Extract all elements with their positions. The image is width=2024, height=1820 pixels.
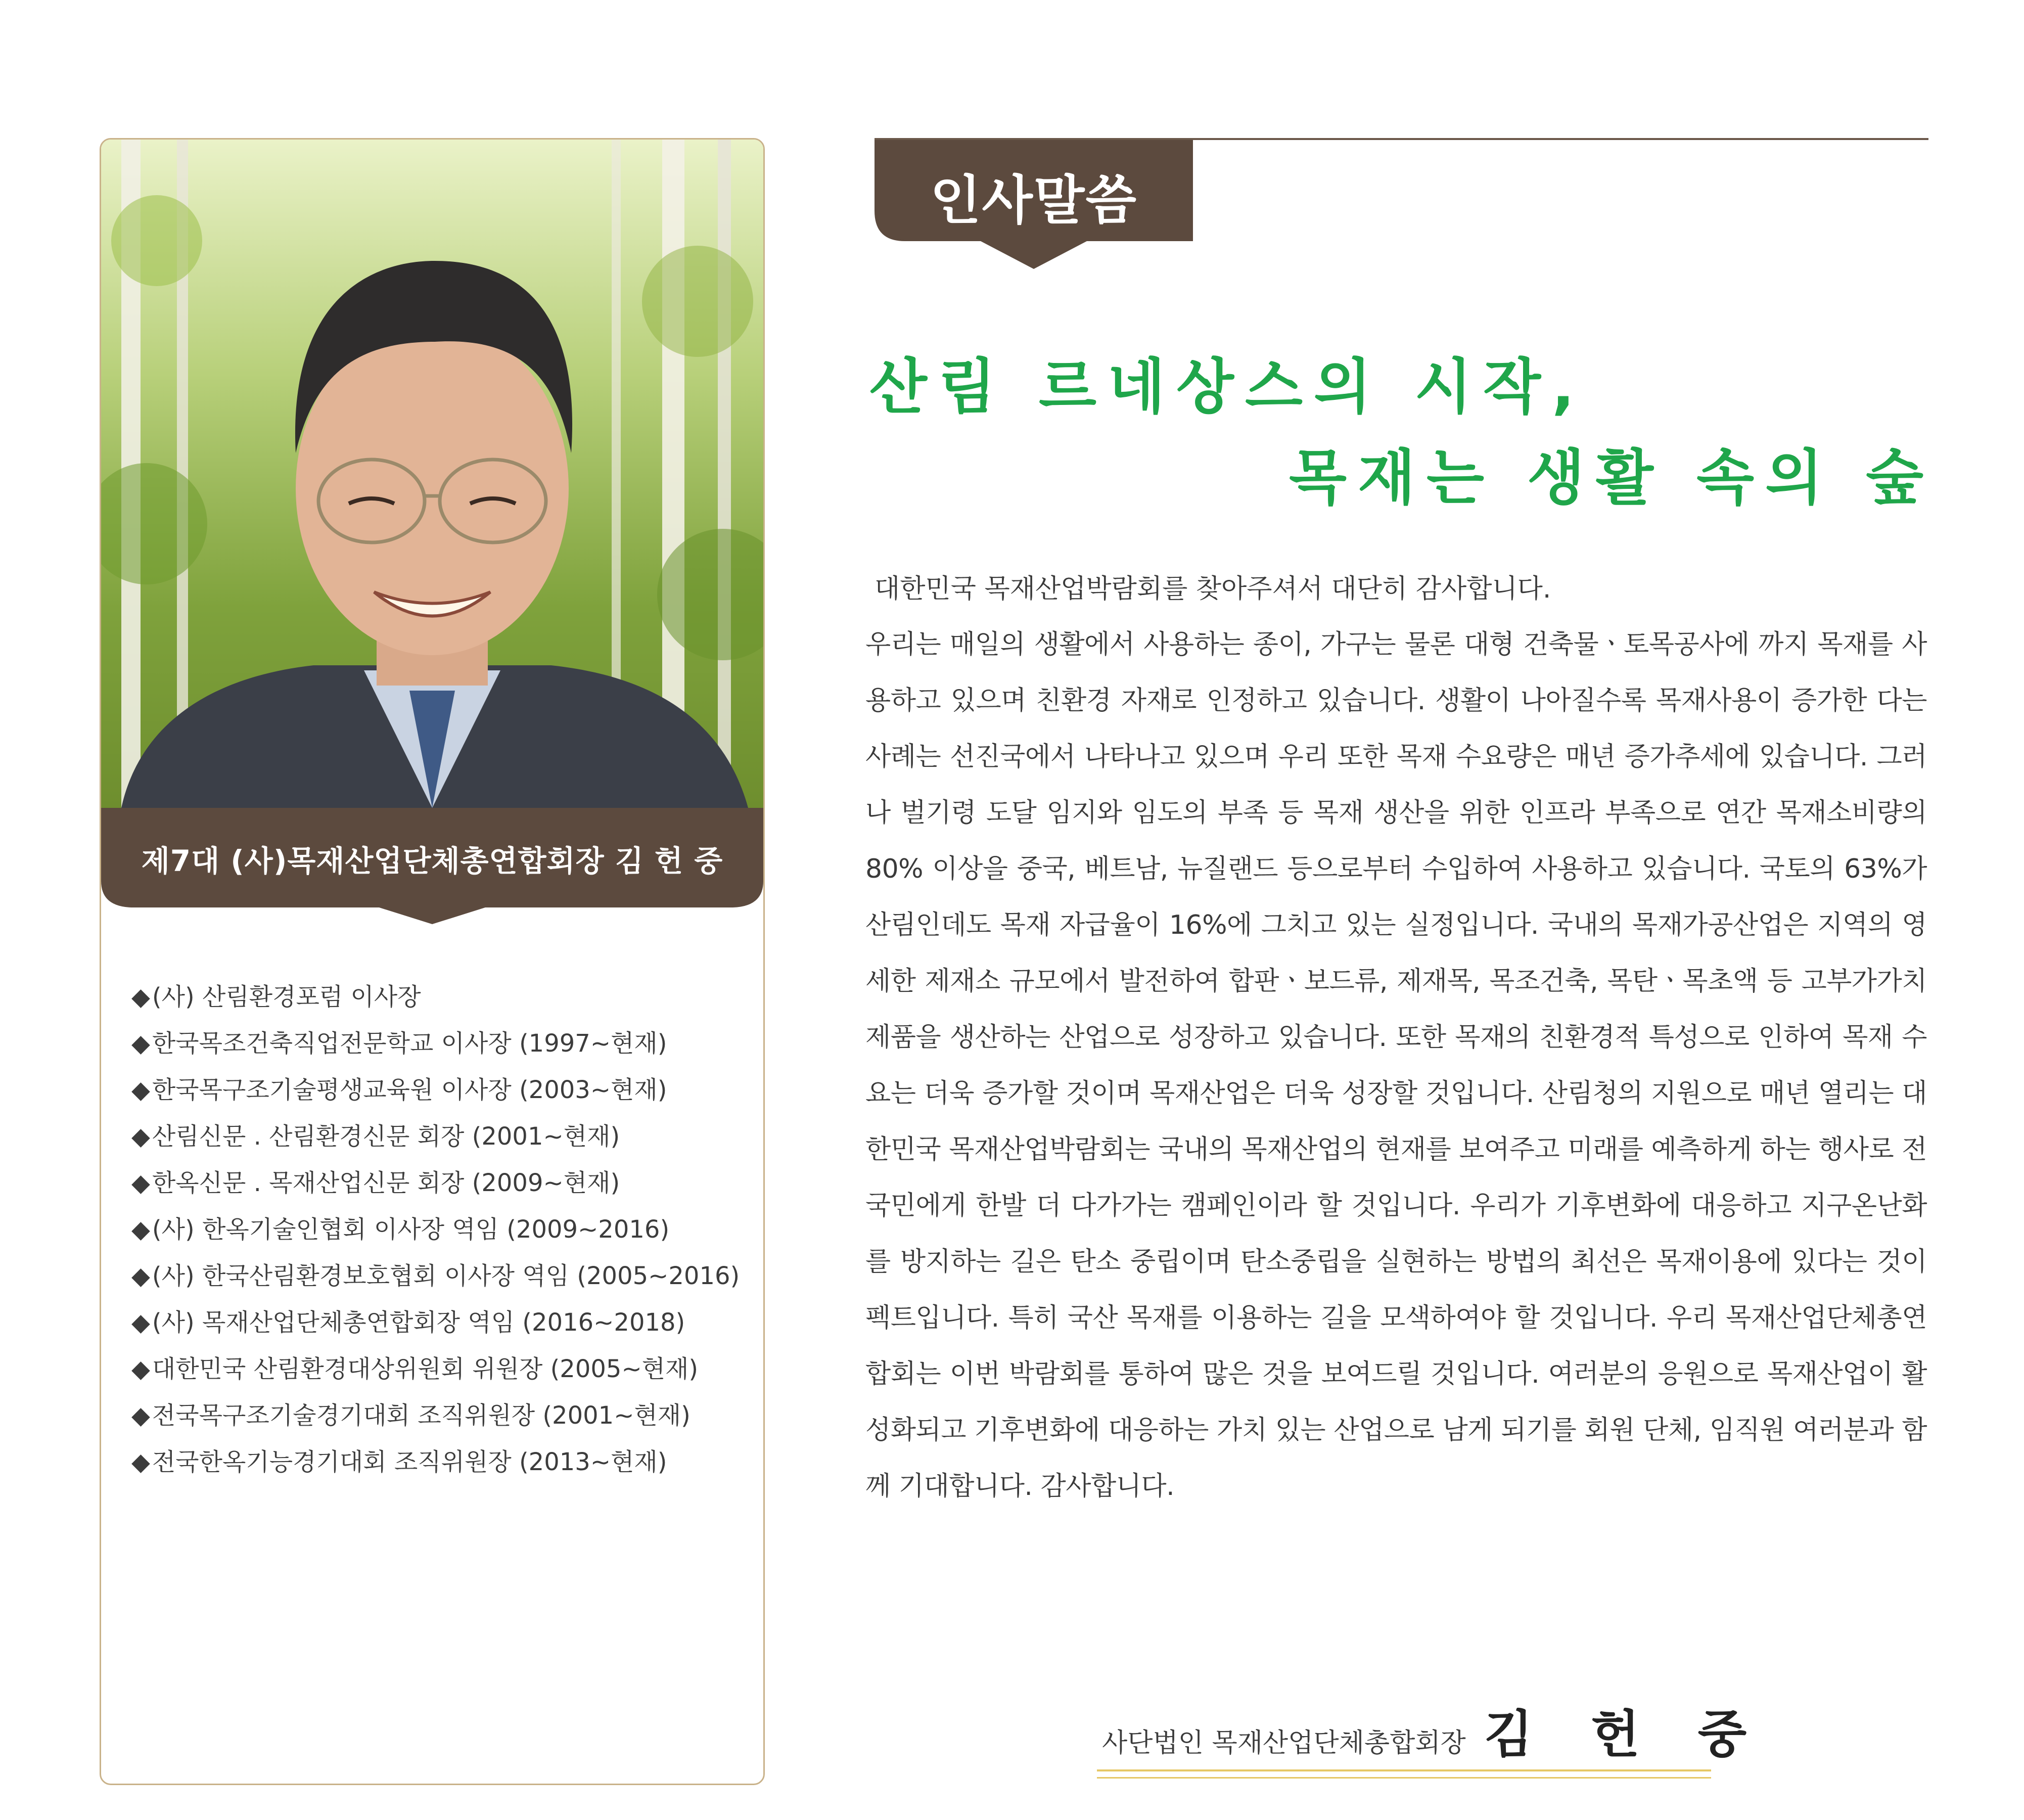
career-item: ◆(사) 목재산업단체총연합회장 역임 (2016~2018) [131, 1308, 685, 1337]
greeting-lead: 대한민국 목재산업박람회를 찾아주셔서 대단히 감사합니다. [875, 574, 1551, 604]
greeting-paragraph: 우리는 매일의 생활에서 사용하는 종이, 가구는 물론 대형 건축물ㆍ토목공사에 까지 목재를 사용하고 있으며 친환경 자재로 인정하고 있습니다. 생활이 나아질수록 목재사용이 증가한 다는 사례는 선진국에서 나타나고 있으며 우리 또한 목재 수요량은 매년 증가추세에 있습니다. 그러나 벌기령 도달 임지와 임도의 부족 등 목재 생산을 위한 인프라 부족으로 연간 목재소비량의 80% 이상을 중국, 베트남, 뉴질랜드 등으로부터 수입하여 사용하고 있습니다. 국토의 63%가 산림인데도 목재 자급율이 16%에 그치고 있는 실정입니다. 국내의 목재가공산업은 지역의 영세한 제재소 규모에서 발전하여 합판ㆍ보드류, 제재목, 목조건축, 목탄ㆍ목초액 등 고부가가치 제품을 생산하는 산업으로 성장하고 있습니다. 또한 목재의 친환경적 특성으로 인하여 목재 수요는 더욱 증가할 것이며 목재산업은 더욱 성장할 것입니다. 산림청의 지원으로 매년 열리는 대한민국 목재산업박람회는 국내의 목재산업의 현재를 보여주고 미래를 예측하게 하는 행사로 전 국민에게 한발 더 다가가는 캠페인이라 할 것입니다. 우리가 기후변화에 대응하고 지구온난화를 방지하는 길은 탄소 중립이며 탄소중립을 실현하는 방법의 최선은 목재이용에 있다는 것이 펙트입니다. 특히 국산 목재를 이용하는 길을 모색하여야 할 것입니다. 우리 목재산업단체총연합회는 이번 박람회를 통하여 많은 것을 보여드릴 것입니다. 여러분의 응원으로 목재산업이 활성화되고 기후변화에 대응하는 가치 있는 산업으로 남게 되기를 회원 단체, 임직원 여러분과 함께 기대합니다. 감사합니다. [865, 629, 1927, 1502]
diamond-bullet-icon: ◆ [131, 1215, 150, 1244]
diamond-bullet-icon: ◆ [131, 1355, 150, 1383]
career-item: ◆전국목구조기술경기대회 조직위원장 (2001~현재) [131, 1401, 691, 1430]
career-item: ◆(사) 한국산림환경보호협회 이사장 역임 (2005~2016) [131, 1262, 740, 1290]
career-item: ◆전국한옥기능경기대회 조직위원장 (2013~현재) [131, 1448, 667, 1476]
headline-line-1: 산림 르네상스의 시작, [869, 352, 1586, 422]
career-item: ◆산림신문 . 산림환경신문 회장 (2001~현재) [131, 1122, 620, 1151]
portrait-photo [101, 140, 763, 808]
greeting-body [865, 561, 1927, 1515]
career-item: ◆대한민국 산림환경대상위원회 위원장 (2005~현재) [131, 1355, 699, 1383]
signature-organization: 사단법인 목재산업단체총합회장 [1102, 1728, 1466, 1758]
career-item: ◆한국목조건축직업전문학교 이사장 (1997~현재) [131, 1029, 667, 1058]
name-banner [101, 808, 763, 924]
section-title: 인사말씀 [930, 169, 1137, 231]
signature-underline [1097, 1769, 1711, 1771]
career-item: ◆(사) 산림환경포럼 이사장 [131, 983, 421, 1011]
career-list [131, 974, 753, 1485]
signature [1102, 1694, 1767, 1766]
career-item: ◆한국목구조기술평생교육원 이사장 (2003~현재) [131, 1076, 667, 1104]
profile-card [100, 138, 765, 1785]
diamond-bullet-icon: ◆ [131, 1029, 150, 1058]
diamond-bullet-icon: ◆ [131, 1308, 150, 1337]
diamond-bullet-icon: ◆ [131, 1262, 150, 1290]
diamond-bullet-icon: ◆ [131, 1122, 150, 1151]
signature-name: 김 헌 중 [1484, 1704, 1767, 1764]
signature-underline-2 [1097, 1777, 1711, 1779]
career-item: ◆(사) 한옥기술인협회 이사장 역임 (2009~2016) [131, 1215, 670, 1244]
name-caption: 제7대 (사)목재산업단체총연합회장 김 헌 중 [141, 844, 723, 878]
portrait-illustration [101, 140, 763, 808]
headline-line-2: 목재는 생활 속의 숲 [1289, 443, 1935, 513]
diamond-bullet-icon: ◆ [131, 983, 150, 1011]
career-item: ◆한옥신문 . 목재산업신문 회장 (2009~현재) [131, 1169, 620, 1197]
diamond-bullet-icon: ◆ [131, 1401, 150, 1430]
diamond-bullet-icon: ◆ [131, 1448, 150, 1476]
section-tab [875, 140, 1193, 271]
diamond-bullet-icon: ◆ [131, 1076, 150, 1104]
diamond-bullet-icon: ◆ [131, 1169, 150, 1197]
